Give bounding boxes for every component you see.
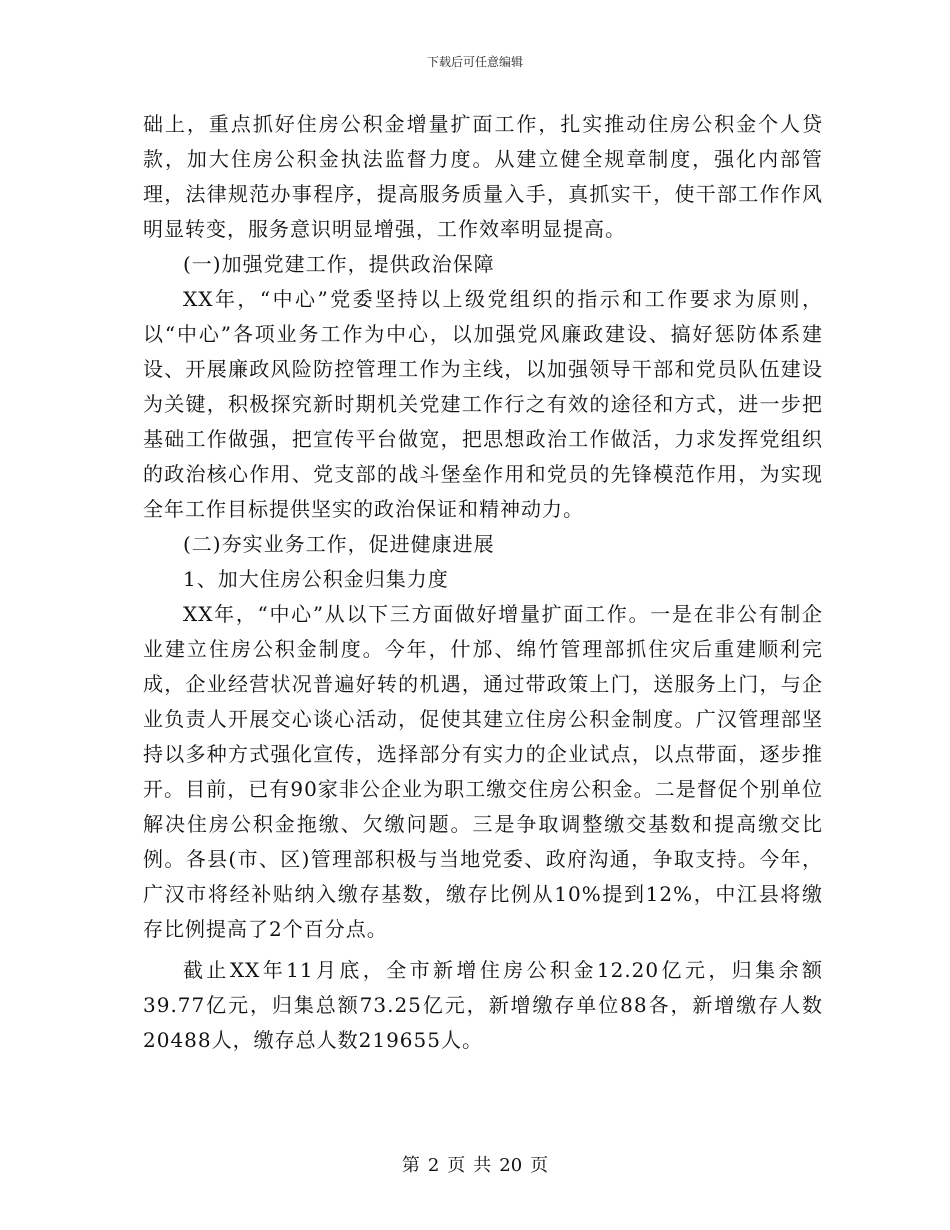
footer-total-pages: 20 bbox=[499, 1155, 523, 1176]
footer-gong: 共 bbox=[473, 1155, 492, 1176]
footer-ye: 页 bbox=[447, 1155, 466, 1176]
paragraph-party-building: XX年，“中心”党委坚持以上级党组织的指示和工作要求为原则，以“中心”各项业务工作为中心，以加强党风廉政建设、搞好惩防体系建设、开展廉政风险防控管理工作为主线，以加强领导干部和党员队伍建设为关键，积极探究新时期机关党建工作行之有效的途径和方式，进一步把基础工作做强，把宣传平台做宽，把思想政治工作做活，力求发挥党组织的政治核心作用、党支部的战斗堡垒作用和党员的先锋模范作用，为实现全年工作目标提供坚实的政治保证和精神动力。 bbox=[143, 287, 823, 521]
page-footer bbox=[0, 1151, 950, 1177]
paragraph-collection: XX年，“中心”从以下三方面做好增量扩面工作。一是在非公有制企业建立住房公积金制度。今年，什邡、绵竹管理部抓住灾后重建顺利完成，企业经营状况普遍好转的机遇，通过带政策上门，送服务上门，与企业负责人开展交心谈心活动，促使其建立住房公积金制度。广汉管理部坚持以多种方式强化宣传，选择部分有实力的企业试点，以点带面，逐步推开。目前，已有90家非公企业为职工缴交住房公积金。二是督促个别单位解决住房公积金拖缴、欠缴问题。三是争取调整缴交基数和提高缴交比例。各县(市、区)管理部积极与当地党委、政府沟通，争取支持。今年，广汉市将经补贴纳入缴存基数，缴存比例从10%提到12%，中江县将缴存比例提高了2个百分点。 bbox=[143, 602, 823, 941]
paragraph-statistics: 截止XX年11月底，全市新增住房公积金12.20亿元，归集余额39.77亿元，归集总额73.25亿元，新增缴存单位88各，新增缴存人数20488人，缴存总人数219655人。 bbox=[143, 958, 823, 1052]
document-body bbox=[143, 107, 823, 1058]
subsection-heading-collection: 1、加大住房公积金归集力度 bbox=[183, 567, 449, 591]
page-header: 下载后可任意编辑 bbox=[426, 55, 523, 69]
section-heading-business: (二)夯实业务工作，促进健康进展 bbox=[183, 532, 495, 556]
section-heading-party-building: (一)加强党建工作，提供政治保障 bbox=[183, 252, 495, 276]
paragraph-intro: 础上，重点抓好住房公积金增量扩面工作，扎实推动住房公积金个人贷款，加大住房公积金执法监督力度。从建立健全规章制度，强化内部管理，法律规范办事程序，提高服务质量入手，真抓实干，使干部工作作风明显转变，服务意识明显增强，工作效率明显提高。 bbox=[143, 112, 823, 241]
footer-di: 第 bbox=[401, 1155, 420, 1176]
footer-ye2: 页 bbox=[530, 1155, 549, 1176]
footer-page-number: 2 bbox=[427, 1155, 440, 1176]
